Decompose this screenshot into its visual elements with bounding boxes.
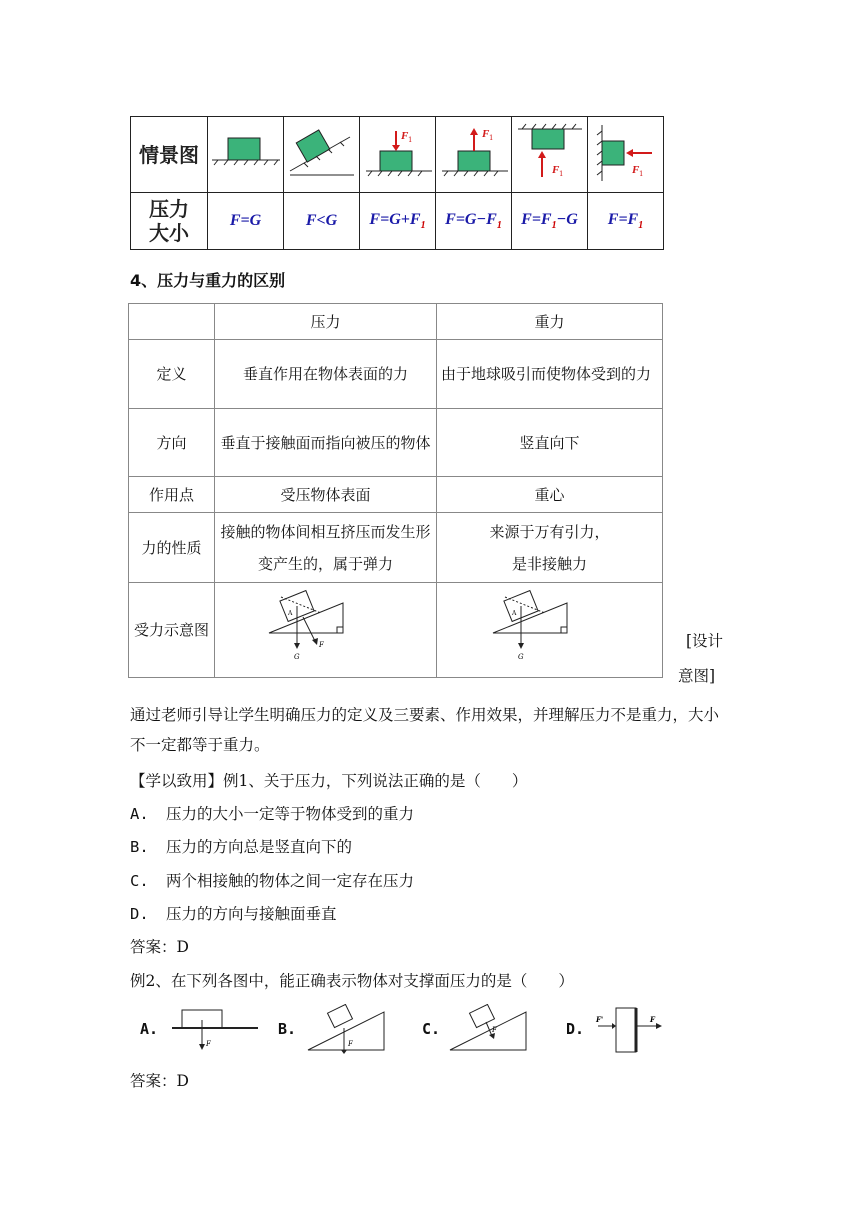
svg-text:F: F xyxy=(348,1040,353,1048)
section-heading: 4、压力与重力的区别 xyxy=(130,271,286,290)
formula-1: F=G xyxy=(208,193,284,250)
svg-text:A: A xyxy=(511,609,516,617)
svg-text:1: 1 xyxy=(639,169,644,178)
scene-diagram-flat xyxy=(208,117,284,193)
option-d-label: D. xyxy=(566,1020,585,1038)
svg-text:1: 1 xyxy=(408,135,413,144)
design-note-1: [设计 xyxy=(686,632,724,650)
scene-diagram-pull-up xyxy=(436,117,512,193)
design-text: 通过老师引导让学生明确压力的定义及三要素、作用效果，并理解压力不是重力，大小不一定都等于重力。 xyxy=(130,706,720,754)
formula-6: $F=F_1$ xyxy=(588,193,664,250)
scene-diagram-incline xyxy=(284,117,360,193)
svg-text:F: F xyxy=(206,1040,211,1048)
scene-row-header: 情景图 xyxy=(131,117,208,193)
scene-diagram-ceiling xyxy=(512,117,588,193)
option-a-label: A. xyxy=(140,1020,159,1038)
formula-4: $F=G-F_1$ xyxy=(436,193,512,250)
cell-gravity: 来源于万有引力， 是非接触力 xyxy=(437,513,663,583)
example1-answer: 答案：D xyxy=(130,938,189,956)
example1-option-d: D. 压力的方向与接触面垂直 xyxy=(130,905,337,923)
scene-table xyxy=(130,116,664,250)
option-b-label: B. xyxy=(278,1020,297,1038)
example1-option-b: B. 压力的方向总是竖直向下的 xyxy=(130,838,353,856)
svg-text:F: F xyxy=(632,163,640,176)
example2-question: 例2、在下列各图中，能正确表示物体对支撑面压力的是（ ） xyxy=(130,972,574,990)
option-d-figure xyxy=(592,1004,672,1056)
scene-diagram-push-down xyxy=(360,117,436,193)
compare-header-empty xyxy=(129,304,215,340)
formula-3: $F=G+F_1$ xyxy=(360,193,436,250)
option-c-label: C. xyxy=(422,1020,441,1038)
formula-5: $F=F_1-G$ xyxy=(512,193,588,250)
option-a-figure xyxy=(170,1006,260,1056)
example1-option-c: C. 两个相接触的物体之间一定存在压力 xyxy=(130,872,415,890)
row-label: 作用点 xyxy=(129,477,215,513)
svg-text:F: F xyxy=(492,1026,497,1034)
compare-header-pressure: 压力 xyxy=(215,304,437,340)
svg-text:A: A xyxy=(287,609,292,617)
cell-gravity: 由于地球吸引而使物体受到的力 xyxy=(437,340,663,409)
svg-text:G: G xyxy=(517,652,524,661)
compare-table xyxy=(128,303,663,678)
row-label: 方向 xyxy=(129,409,215,477)
svg-text:F: F xyxy=(318,640,324,649)
pressure-diagram xyxy=(215,583,437,678)
cell-pressure: 接触的物体间相互挤压而发生形变产生的，属于弹力 xyxy=(215,513,437,583)
compare-header-gravity: 重力 xyxy=(437,304,663,340)
row-label: 受力示意图 xyxy=(129,583,215,678)
svg-text:F: F xyxy=(401,129,409,142)
cell-gravity: 重心 xyxy=(437,477,663,513)
cell-gravity: 竖直向下 xyxy=(437,409,663,477)
example2-figures xyxy=(140,1004,680,1060)
cell-pressure: 受压物体表面 xyxy=(215,477,437,513)
gravity-diagram xyxy=(437,583,663,678)
svg-text:F: F xyxy=(552,163,560,176)
scene-diagram-wall xyxy=(588,117,664,193)
example1-question: 【学以致用】例1、关于压力，下列说法正确的是（ ） xyxy=(130,772,528,790)
option-c-figure xyxy=(446,1004,536,1056)
example1-option-a: A. 压力的大小一定等于物体受到的重力 xyxy=(130,805,415,823)
svg-text:F: F xyxy=(482,127,490,140)
svg-text:1: 1 xyxy=(559,169,564,178)
svg-text:F': F' xyxy=(596,1015,604,1024)
row-label: 定义 xyxy=(129,340,215,409)
svg-text:F: F xyxy=(650,1015,655,1024)
option-b-figure xyxy=(304,1004,394,1056)
svg-text:1: 1 xyxy=(489,133,494,142)
magnitude-row-header: 压力 大小 xyxy=(131,193,208,250)
formula-2: F<G xyxy=(284,193,360,250)
cell-pressure: 垂直于接触面而指向被压的物体 xyxy=(215,409,437,477)
example2-answer: 答案：D xyxy=(130,1072,189,1090)
svg-text:G: G xyxy=(293,652,300,661)
row-label: 力的性质 xyxy=(129,513,215,583)
design-note-2: 意图] xyxy=(678,667,716,685)
cell-pressure: 垂直作用在物体表面的力 xyxy=(215,340,437,409)
